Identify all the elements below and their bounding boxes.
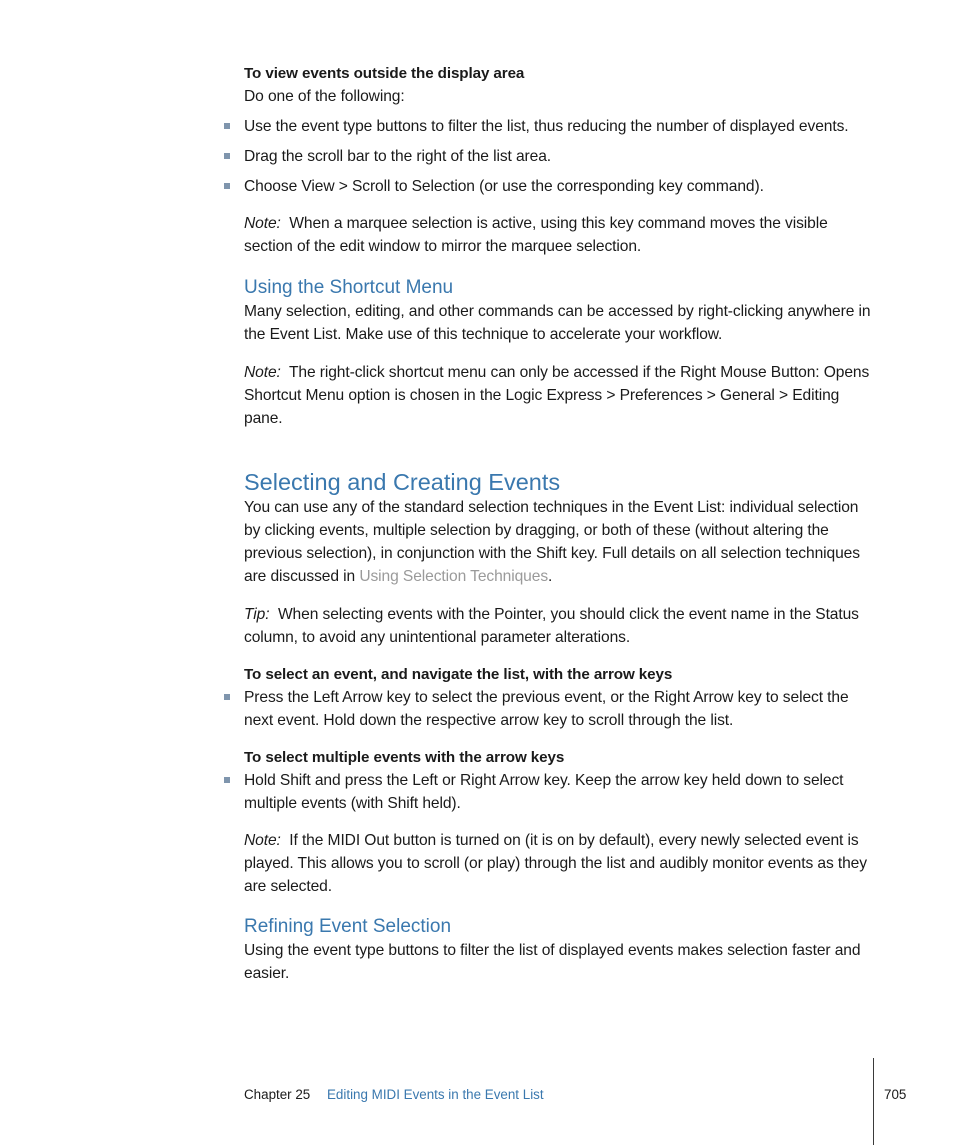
bullet-text: Drag the scroll bar to the right of the list area. bbox=[244, 148, 552, 165]
tip-paragraph bbox=[244, 603, 876, 649]
note-label: Note: bbox=[244, 832, 281, 849]
bullet-text: Choose View > Scroll to Selection (or use the corresponding key command). bbox=[244, 178, 764, 195]
task-heading: To view events outside the display area bbox=[244, 65, 525, 82]
note-text: If the MIDI Out button is turned on (it is on by default), every newly selected event is played. This allows you to scroll (or play) through the list and audibly monitor events as they are selected. bbox=[244, 832, 867, 895]
note-paragraph bbox=[244, 212, 876, 258]
bullet-text: Press the Left Arrow key to select the previous event, or the Right Arrow key to select the next event. Hold down the respective arrow key to scroll through the list. bbox=[244, 689, 849, 729]
page-title: Selecting and Creating Events bbox=[244, 469, 561, 495]
list-item bbox=[244, 175, 876, 198]
refining-section bbox=[244, 915, 876, 985]
bullet-text: Use the event type buttons to filter the list, thus reducing the number of displayed events. bbox=[244, 118, 849, 135]
bullet-icon bbox=[224, 183, 230, 189]
tip-text: When selecting events with the Pointer, you should click the event name in the Status column, to avoid any unintentional parameter alterations. bbox=[244, 606, 859, 646]
bullet-icon bbox=[224, 694, 230, 700]
note-label: Note: bbox=[244, 215, 281, 232]
bullet-icon bbox=[224, 123, 230, 129]
selecting-creating-section bbox=[244, 468, 876, 588]
section-heading: Using the Shortcut Menu bbox=[244, 277, 454, 298]
task-heading-text: To select an event, and navigate the list, with the arrow keys bbox=[244, 666, 673, 683]
footer-divider bbox=[873, 1058, 874, 1145]
note-text: When a marquee selection is active, using this key command moves the visible section of the edit window to mirror the marquee selection. bbox=[244, 215, 828, 255]
footer-chapter-label: Chapter 25 bbox=[244, 1087, 311, 1102]
body-text: Using the event type buttons to filter the list of displayed events makes selection faster and easier. bbox=[244, 942, 861, 982]
intro-text: Do one of the following: bbox=[244, 88, 405, 105]
task-heading-text: To select multiple events with the arrow keys bbox=[244, 749, 565, 766]
page-number: 705 bbox=[884, 1087, 907, 1102]
body-text-end: . bbox=[548, 568, 553, 585]
note-label: Note: bbox=[244, 364, 281, 381]
list-item bbox=[244, 769, 876, 815]
bullet-icon bbox=[224, 153, 230, 159]
body-text: Many selection, editing, and other commands can be accessed by right-clicking anywhere in the Event List. Make use of this technique to accelerate your workflow. bbox=[244, 303, 871, 343]
bullet-text: Hold Shift and press the Left or Right Arrow key. Keep the arrow key held down to select multiple events (with Shift held). bbox=[244, 772, 844, 812]
list-item bbox=[244, 115, 876, 138]
task-heading bbox=[244, 746, 876, 769]
section-heading: Refining Event Selection bbox=[244, 916, 452, 937]
tip-label: Tip: bbox=[244, 606, 270, 623]
note-paragraph bbox=[244, 829, 876, 898]
note-text: The right-click shortcut menu can only be accessed if the Right Mouse Button: Opens Shortcut Menu option is chosen in the Logic Express > Preferences > General > Editing pane. bbox=[244, 364, 870, 427]
task-heading bbox=[244, 663, 876, 686]
view-outside-section bbox=[244, 62, 876, 108]
footer-chapter-title: Editing MIDI Events in the Event List bbox=[327, 1087, 544, 1102]
bullet-icon bbox=[224, 777, 230, 783]
selection-techniques-link[interactable]: Using Selection Techniques bbox=[359, 568, 549, 585]
shortcut-menu-section bbox=[244, 276, 876, 346]
list-item bbox=[244, 145, 876, 168]
note-paragraph bbox=[244, 361, 876, 430]
list-item bbox=[244, 686, 876, 732]
body-text: You can use any of the standard selection techniques in the Event List: individual selection by clicking events, multiple selection by dragging, or both of these (without altering the previous selection), in conjunction with the Shift key. Full details on all selection techniques are discussed in bbox=[244, 499, 860, 585]
